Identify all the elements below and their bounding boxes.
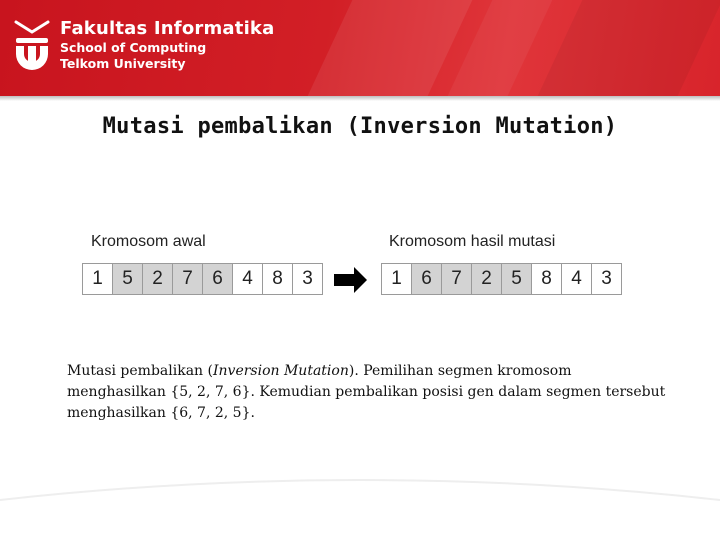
after-gene-cell: 4 [562,264,592,294]
before-gene-cell: 5 [113,264,143,294]
before-gene-cell: 6 [203,264,233,294]
before-gene-cell: 2 [143,264,173,294]
slide-title: Mutasi pembalikan (Inversion Mutation) [102,114,618,139]
after-chromosome [381,263,622,295]
before-chromosome [82,263,323,295]
after-chromosome-label: Kromosom hasil mutasi [389,233,556,250]
school-name: School of Computing [60,40,207,55]
caption-italic-term: Inversion Mutation [212,363,349,379]
after-gene-cell: 7 [442,264,472,294]
caption-text-start: Mutasi pembalikan ( [67,363,213,379]
brand-block [60,18,274,72]
figure-caption [67,361,667,424]
before-gene-cell: 8 [263,264,293,294]
before-gene-cell: 7 [173,264,203,294]
after-gene-cell: 2 [472,264,502,294]
university-logo-icon [14,18,50,70]
after-gene-cell: 1 [382,264,412,294]
faculty-name: Fakultas Informatika [60,18,275,39]
before-gene-cell: 1 [83,264,113,294]
banner-shadow [0,96,720,101]
caption-text-end: ). Pemilihan segmen kromosom menghasilkan {5, 2, 7, 6}. Kemudian pembalikan posisi gen dalam segmen tersebut menghasilkan {6, 7, 2, 5}. [67,363,666,421]
before-chromosome-label: Kromosom awal [91,233,206,250]
header-banner [0,0,720,96]
after-gene-cell: 5 [502,264,532,294]
before-gene-cell: 4 [233,264,263,294]
after-gene-cell: 3 [601,268,612,289]
banner-facet [538,0,720,96]
right-arrow-icon [334,265,368,295]
after-gene-cell: 8 [532,264,562,294]
banner-facet [308,0,473,96]
footer-curve [0,470,720,540]
before-gene-cell: 3 [302,268,313,289]
after-gene-cell: 6 [412,264,442,294]
university-name: Telkom University [60,56,186,71]
